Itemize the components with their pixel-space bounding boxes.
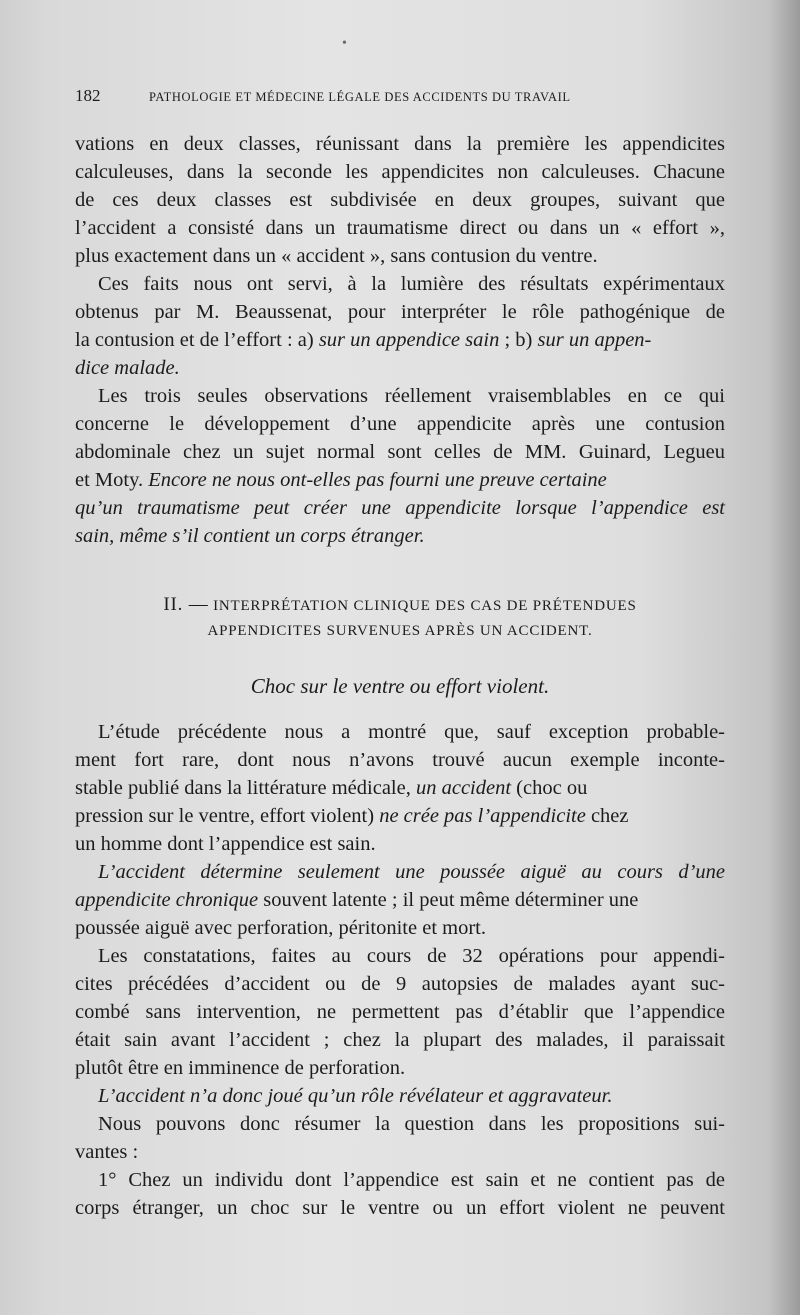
text-line: corps étranger, un choc sur le ventre ou un effort violent ne peuvent: [75, 1197, 725, 1219]
text-line: qu’un traumatisme peut créer une appendicite lorsque l’appendice est: [75, 497, 725, 519]
text-span: la contusion et de l’effort : a): [75, 329, 319, 351]
text-span: stable publié dans la littérature médicale,: [75, 777, 416, 799]
text-span: ; b): [499, 329, 538, 351]
text-line: l’accident a consisté dans un traumatisme direct ou dans un « effort »,: [75, 217, 725, 239]
text-line: Les constatations, faites au cours de 32 opérations pour appendi-: [98, 945, 725, 967]
text-line: Nous pouvons donc résumer la question dans les propositions sui-: [98, 1113, 725, 1135]
text-span: (choc ou: [511, 777, 588, 799]
text-line: L’accident n’a donc joué qu’un rôle révélateur et aggravateur.: [98, 1085, 613, 1107]
text-line: calculeuses, dans la seconde les appendicites non calculeuses. Chacune: [75, 161, 725, 183]
text-span: pression sur le ventre, effort violent): [75, 805, 380, 827]
italic-span: ne crée pas l’appendicite: [379, 805, 586, 827]
italic-span: sur un appen-: [537, 329, 652, 351]
text-line: ment fort rare, dont nous n’avons trouvé aucun exemple inconte-: [75, 749, 725, 771]
section-title-line2: APPENDICITES SURVENUES APRÈS UN ACCIDENT.: [207, 623, 593, 639]
text-line: [75, 774, 725, 802]
text-line: était sain avant l’accident ; chez la plupart des malades, il paraissait: [75, 1029, 725, 1051]
text-line: abdominale chez un sujet normal sont celles de MM. Guinard, Legueu: [75, 441, 725, 463]
text-line: [75, 326, 725, 354]
text-line: L’étude précédente nous a montré que, sauf exception probable-: [98, 721, 725, 743]
running-title: PATHOLOGIE ET MÉDECINE LÉGALE DES ACCIDENTS DU TRAVAIL: [149, 90, 571, 104]
section-title-line1: INTERPRÉTATION CLINIQUE DES CAS DE PRÉTENDUES: [213, 598, 637, 614]
text-line: concerne le développement d’une appendicite après une contusion: [75, 413, 725, 435]
text-line: 1° Chez un individu dont l’appendice est sain et ne contient pas de: [98, 1169, 725, 1191]
text-line: de ces deux classes est subdivisée en deux groupes, suivant que: [75, 189, 725, 211]
section-numeral: II. —: [163, 594, 209, 615]
text-line: plutôt être en imminence de perforation.: [75, 1057, 406, 1079]
text-line: combé sans intervention, ne permettent pas d’établir que l’appendice: [75, 1001, 725, 1023]
text-span: souvent latente ; il peut même déterminer une: [258, 889, 639, 911]
italic-span: Encore ne nous ont-elles pas fourni une preuve certaine: [148, 469, 607, 491]
text-line: L’accident détermine seulement une poussée aiguë au cours d’une: [98, 861, 725, 883]
text-line: un homme dont l’appendice est sain.: [75, 833, 376, 855]
text-line: [75, 802, 725, 830]
text-span: chez: [585, 805, 629, 827]
text-line: vantes :: [75, 1141, 139, 1163]
italic-span: appendicite chronique: [75, 889, 259, 911]
text-line: [75, 886, 725, 914]
text-line: plus exactement dans un « accident », sans contusion du ventre.: [75, 245, 598, 267]
italic-span: un accident: [415, 777, 512, 799]
text-line: poussée aiguë avec perforation, péritonite et mort.: [75, 917, 486, 939]
text-line: sain, même s’il contient un corps étranger.: [75, 525, 425, 547]
text-line: [75, 466, 725, 494]
text-line: vations en deux classes, réunissant dans la première les appendicites: [75, 133, 725, 155]
text-line: Ces faits nous ont servi, à la lumière des résultats expérimentaux: [98, 273, 725, 295]
text-line: cites précédées d’accident ou de 9 autopsies de malades ayant suc-: [75, 973, 725, 995]
text-line: Les trois seules observations réellement vraisemblables en ce qui: [98, 385, 725, 407]
text-line: obtenus par M. Beaussenat, pour interpréter le rôle pathogénique de: [75, 301, 725, 323]
text-span: et Moty.: [75, 469, 149, 491]
section-heading: [75, 594, 725, 616]
section-subtitle: Choc sur le ventre ou effort violent.: [250, 674, 550, 698]
italic-span: sur un appendice sain: [318, 329, 500, 351]
page-header: [75, 86, 675, 112]
margin-mark: •: [342, 36, 347, 51]
text-line: dice malade.: [75, 357, 180, 379]
page-number: 182: [75, 86, 101, 105]
